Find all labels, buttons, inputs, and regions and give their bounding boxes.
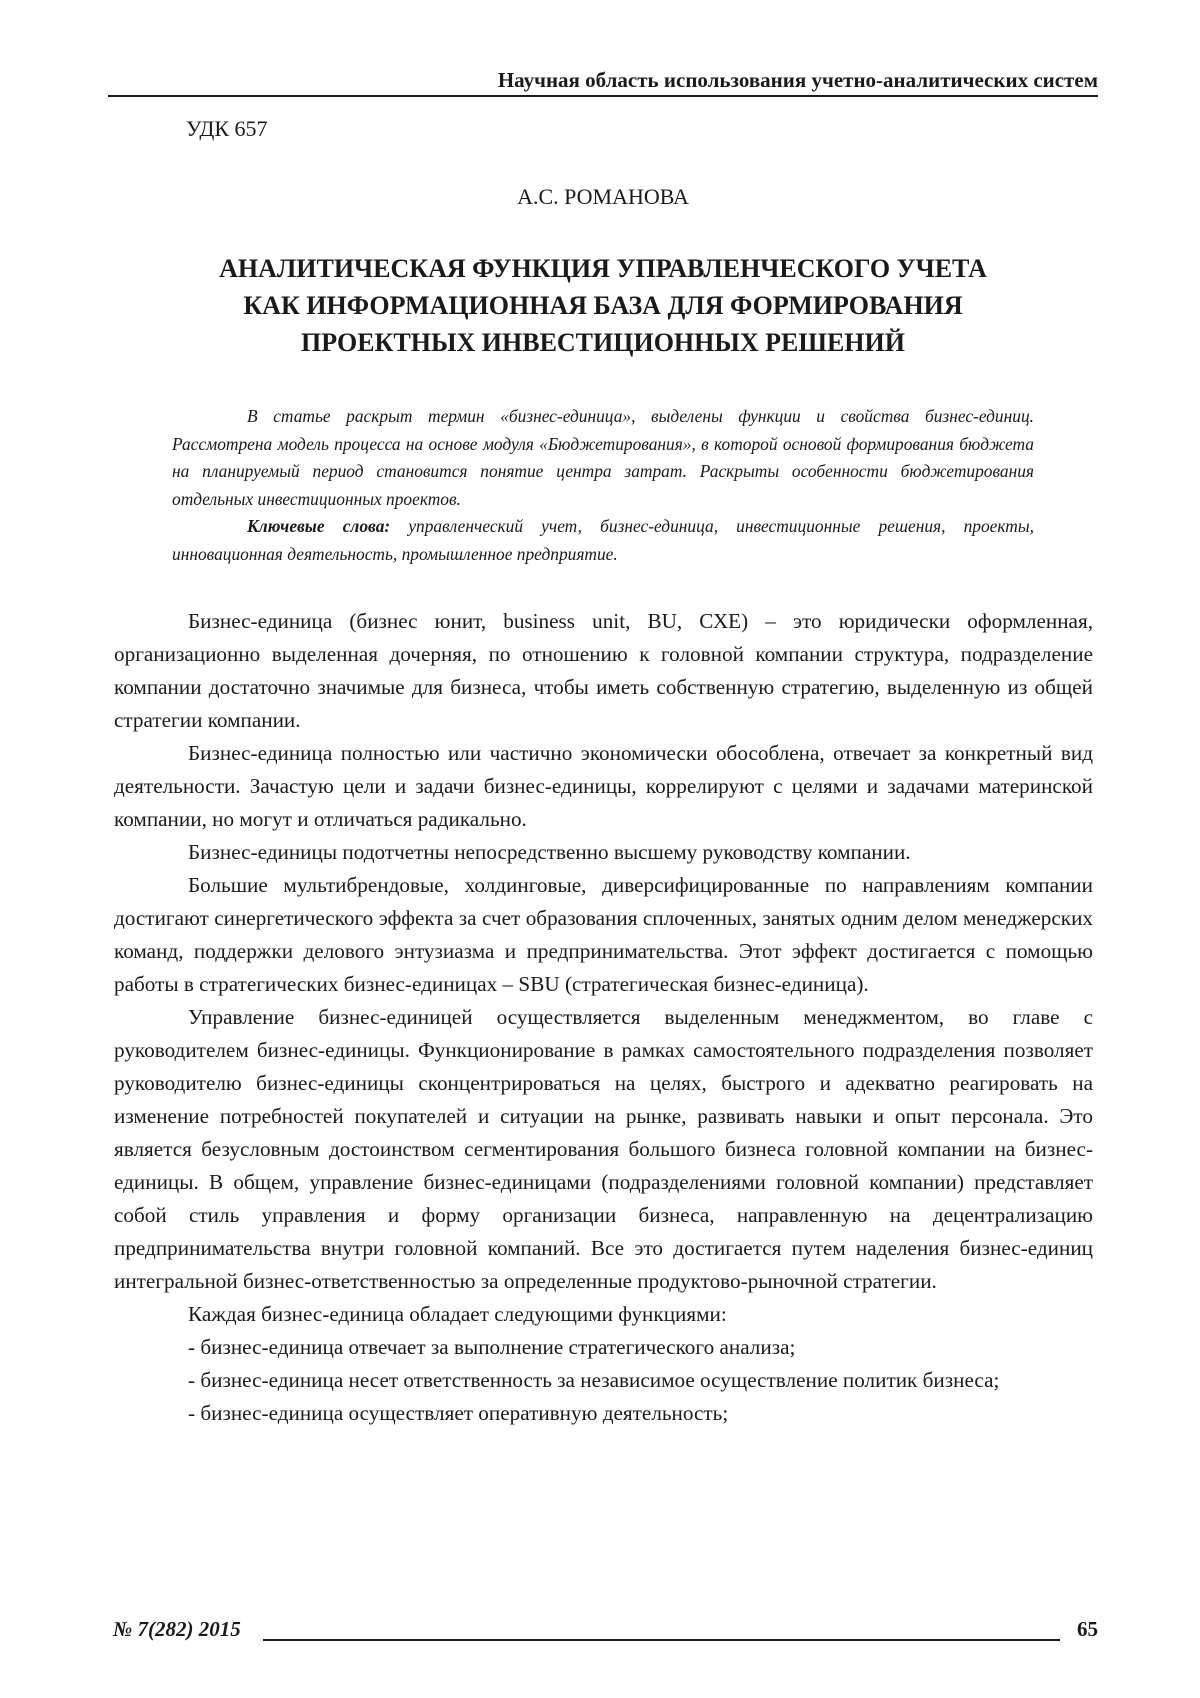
list-item: - бизнес-единица осуществляет оперативную деятельность; xyxy=(114,1397,1093,1430)
page-number: 65 xyxy=(1060,1617,1098,1641)
udk-code: УДК 657 xyxy=(186,116,268,142)
body-paragraph: Управление бизнес-единицей осуществляется выделенным менеджментом, во главе с руководителем бизнес-единицы. Функционирование в рамках самостоятельного подразделения позволяет руководителю бизнес-единицы сконцентрироваться на целях, быстрого и адекватно реагировать на изменение потребностей покупателей и ситуации на рынке, развивать навыки и опыт персонала. Это является безусловным достоинством сегментирования большого бизнеса головной компании на бизнес-единицы. В общем, управление бизнес-единицами (подразделениями головной компании) представляет собой стиль управления и форму организации бизнеса, направленную на децентрализацию предпринимательства внутри головной компаний. Все это достигается путем наделения бизнес-единиц интегральной бизнес-ответственностью за определенные продуктово-рыночной стратегии. xyxy=(114,1001,1093,1298)
running-header: Научная область использования учетно-аналитических систем xyxy=(108,68,1098,92)
keywords-label: Ключевые слова: xyxy=(247,516,390,536)
list-item: - бизнес-единица отвечает за выполнение стратегического анализа; xyxy=(114,1331,1093,1364)
title-line: ПРОЕКТНЫХ ИНВЕСТИЦИОННЫХ РЕШЕНИЙ xyxy=(108,324,1098,361)
footer-rule xyxy=(263,1639,1060,1641)
keywords-text: управленческий учет, бизнес-единица, инвестиционные решения, проекты, инновационная деятельность, промышленное предприятие. xyxy=(172,516,1034,564)
title-line: КАК ИНФОРМАЦИОННАЯ БАЗА ДЛЯ ФОРМИРОВАНИЯ xyxy=(108,287,1098,324)
article-title xyxy=(108,250,1098,361)
keywords xyxy=(172,513,1034,568)
abstract-text: В статье раскрыт термин «бизнес-единица», выделены функции и свойства бизнес-единиц. Рассмотрена модель процесса на основе модуля «Бюджетирования», в которой основой формирования бюджета на планируемый период становится понятие центра затрат. Раскрыты особенности бюджетирования отдельных инвестиционных проектов. xyxy=(172,403,1034,513)
body-paragraph: Каждая бизнес-единица обладает следующими функциями: xyxy=(114,1298,1093,1331)
list-item: - бизнес-единица несет ответственность за независимое осуществление политик бизнеса; xyxy=(114,1364,1093,1397)
body-paragraph: Большие мультибрендовые, холдинговые, диверсифицированные по направлениям компании достигают синергетического эффекта за счет образования сплоченных, занятых одним делом менеджерских команд, поддержки делового энтузиазма и предпринимательства. Этот эффект достигается с помощью работы в стратегических бизнес-единицах – SBU (стратегическая бизнес-единица). xyxy=(114,869,1093,1001)
header-rule xyxy=(108,95,1098,97)
issue-number: № 7(282) 2015 xyxy=(113,1617,241,1641)
author-name: А.С. РОМАНОВА xyxy=(108,184,1098,210)
journal-page xyxy=(0,0,1200,1698)
body-text xyxy=(114,605,1093,1430)
body-paragraph: Бизнес-единицы подотчетны непосредственно высшему руководству компании. xyxy=(114,836,1093,869)
title-line: АНАЛИТИЧЕСКАЯ ФУНКЦИЯ УПРАВЛЕНЧЕСКОГО УЧЕТА xyxy=(108,250,1098,287)
body-paragraph: Бизнес-единица полностью или частично экономически обособлена, отвечает за конкретный вид деятельности. Зачастую цели и задачи бизнес-единицы, коррелируют с целями и задачами материнской компании, но могут и отличаться радикально. xyxy=(114,737,1093,836)
body-paragraph: Бизнес-единица (бизнес юнит, business unit, BU, СХЕ) – это юридически оформленная, организационно выделенная дочерняя, по отношению к головной компании структура, подразделение компании достаточно значимые для бизнеса, чтобы иметь собственную стратегию, выделенную из общей стратегии компании. xyxy=(114,605,1093,737)
abstract xyxy=(172,403,1034,568)
